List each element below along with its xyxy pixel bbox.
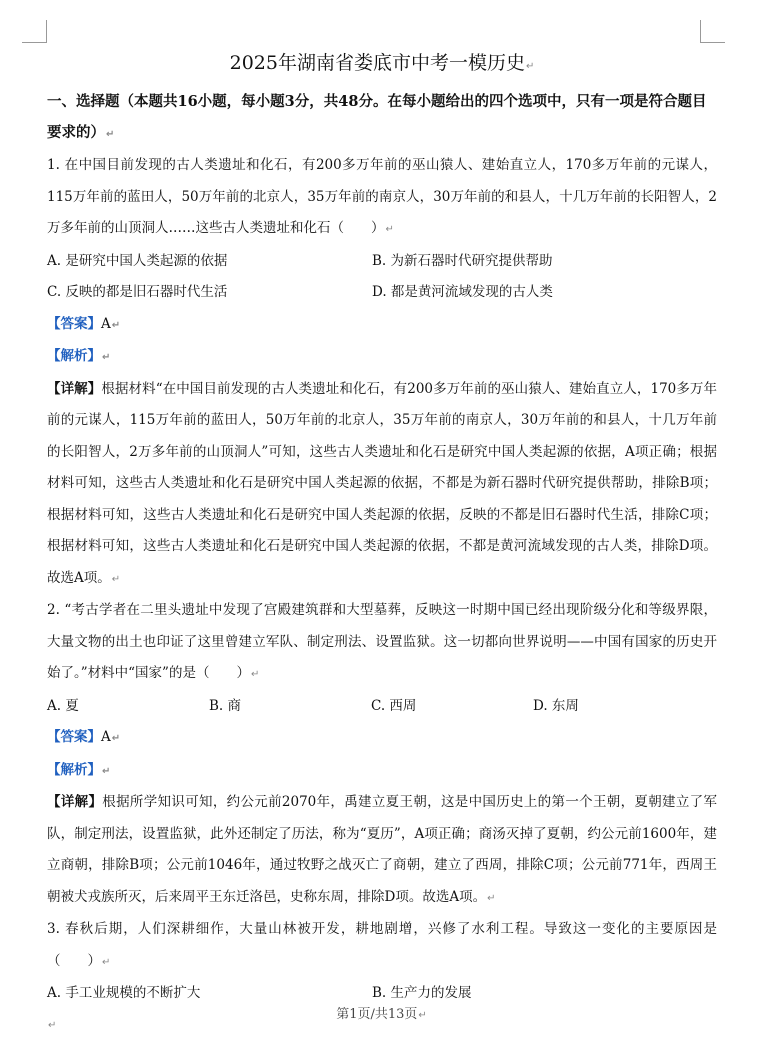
question-1-analysis-label: 【解析】↵ [47, 348, 111, 364]
question-3-stem: 3. 春秋后期，人们深耕细作，大量山林被开发，耕地剧增，兴修了水利工程。导致这一变化的主要原因是（ ）↵ [47, 921, 717, 969]
page-footer: 第1页/共13页↵ [336, 1007, 427, 1022]
question-3-option-b: B. 生产力的发展 [372, 985, 472, 1001]
question-1-options-row-2 [47, 277, 717, 309]
question-2-option-a: A. 夏 [47, 697, 79, 714]
crop-mark-top-left [22, 20, 47, 43]
question-2-option-b: B. 商 [209, 697, 242, 714]
question-1-detail: 【详解】根据材料“在中国目前发现的古人类遗址和化石，有200多万年前的巫山猿人、建始直立人，170多万年前的元谋人，115万年前的蓝田人，50万年前的北京人，35万年前的南京人，30万年前的和县人，十几万年前的长阳智人，2万多年前的山顶洞人”可知，这些古人类遗址和化石是研究中国人类起源的依据，A项正确；根据材料可知，这些古人类遗址和化石是研究中国人类起源的依据，不都是为新石器时代研究提供帮助，排除B项；根据材料可知，这些古人类遗址和化石是研究中国人类起源的依据，反映的不都是旧石器时代生活，排除C项；根据材料可知，这些古人类遗址和化石是研究中国人类起源的依据，不都是黄河流域发现的古人类，排除D项。故选A项。↵ [47, 380, 718, 586]
question-2-option-c: C. 西周 [371, 697, 417, 714]
question-3-option-a: A. 手工业规模的不断扩大 [47, 985, 201, 1001]
question-1-stem: 1. 在中国目前发现的古人类遗址和化石，有200多万年前的巫山猿人、建始直立人，170多万年前的元谋人，115万年前的蓝田人，50万年前的北京人，35万年前的南京人，30万年前的和县人，十几万年前的长阳智人，2万多年前的山顶洞人……这些古人类遗址和化石（ ）↵ [47, 157, 717, 236]
paragraph-mark-icon: ↵ [106, 129, 115, 140]
question-2-stem: 2. “考古学者在二里头遗址中发现了宫殿建筑群和大型墓葬，反映这一时期中国已经出现阶级分化和等级界限，大量文物的出土也印证了这里曾建立军队、制定刑法、设置监狱。这一切都向世界说明——中国有国家的历史开始了。”材料中“国家”的是（ ）↵ [47, 602, 717, 681]
question-1-option-b: B. 为新石器时代研究提供帮助 [372, 252, 553, 269]
crop-mark-top-right [700, 20, 725, 43]
paragraph-mark-icon: ↵ [111, 733, 121, 744]
paragraph-mark-icon: ↵ [48, 1020, 57, 1031]
question-1-option-c: C. 反映的都是旧石器时代生活 [47, 284, 228, 300]
question-1-answer: 【答案】A↵ [47, 315, 121, 332]
question-2-options [47, 691, 717, 723]
question-1-option-a: A. 是研究中国人类起源的依据 [47, 252, 228, 269]
question-2-detail: 【详解】根据所学知识可知，约公元前2070年，禹建立夏王朝，这是中国历史上的第一个王朝，夏朝建立了军队，制定刑法，设置监狱，此外还制定了历法，称为“夏历”，A项正确；商汤灭掉了夏朝，约公元前1600年，建立商朝，排除B项；公元前1046年，通过牧野之战灭亡了商朝，建立了西周，排除C项；公元前771年，西周王朝被犬戎族所灭，后来周平王东迁洛邑，史称东周，排除D项。故选A项。↵ [47, 794, 718, 905]
document-page [47, 48, 717, 1010]
question-2-answer: 【答案】A↵ [47, 729, 121, 745]
page-title: 2025年湖南省娄底市中考一模历史↵ [229, 52, 535, 74]
paragraph-mark-icon: ↵ [525, 61, 535, 72]
paragraph-mark-icon: ↵ [102, 352, 111, 363]
paragraph-mark-icon: ↵ [111, 319, 121, 331]
question-1-option-d: D. 都是黄河流域发现的古人类 [372, 284, 553, 300]
section-heading: 一、选择题（本题共16小题，每小题3分，共48分。在每小题给出的四个选项中，只有一项是符合题目要求的）↵ [47, 93, 707, 141]
paragraph-mark-icon: ↵ [111, 573, 121, 585]
question-1-options-row-1 [47, 246, 717, 278]
paragraph-mark-icon: ↵ [418, 1010, 427, 1021]
paragraph-mark-icon: ↵ [385, 224, 394, 235]
paragraph-mark-icon: ↵ [487, 892, 496, 904]
question-2-analysis-label: 【解析】↵ [47, 761, 111, 778]
paragraph-mark-icon: ↵ [250, 669, 260, 680]
question-2-option-d: D. 东周 [533, 697, 579, 714]
paragraph-mark-icon: ↵ [102, 956, 111, 968]
paragraph-mark-icon: ↵ [102, 765, 111, 777]
